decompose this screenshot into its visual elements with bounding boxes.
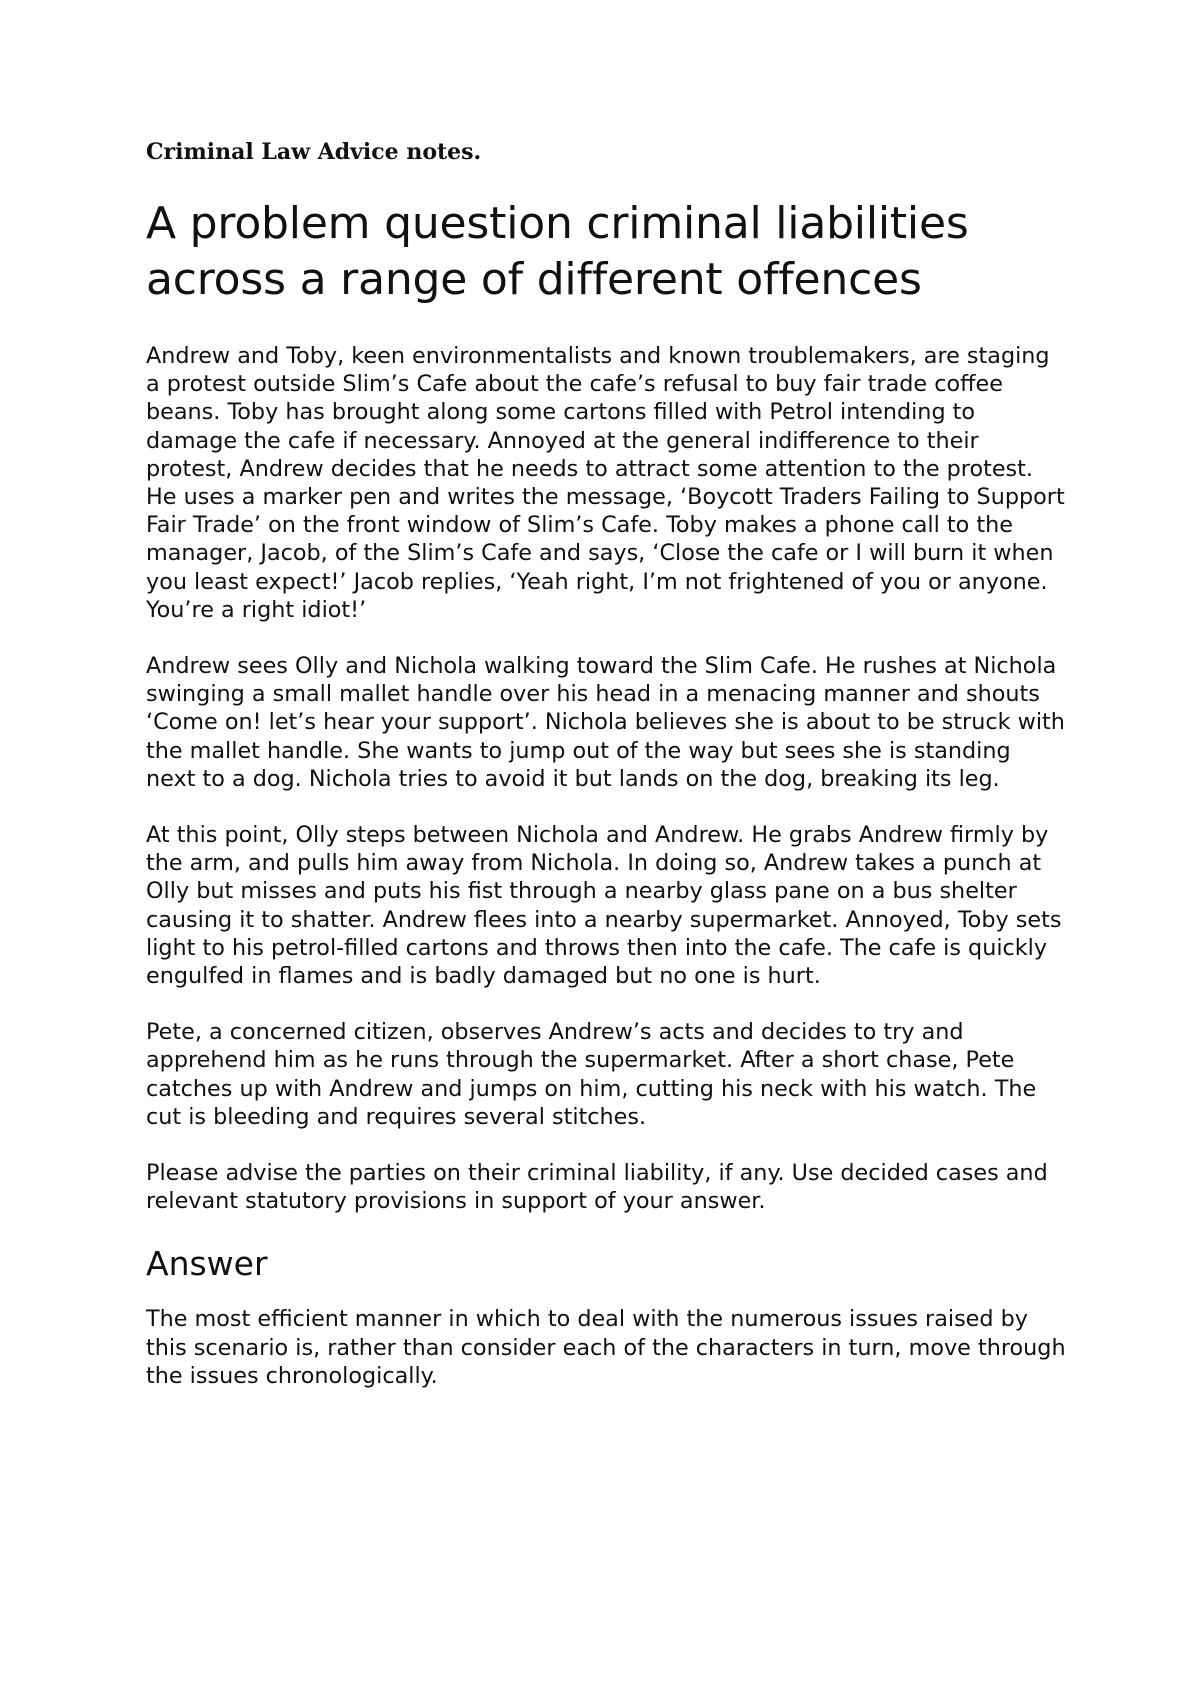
document-page [146, 138, 1066, 1418]
scenario-paragraph-4: Pete, a concerned citizen, observes Andrew’s acts and decides to try and apprehend him as he runs through the supermarket. After a short chase, Pete catches up with Andrew and jumps on him, cutting his neck with his watch. The cut is bleeding and requires several stitches. [146, 1019, 1037, 1130]
scenario-paragraph-1: Andrew and Toby, keen environmentalists and known troublemakers, are staging a protest outside Slim’s Cafe about the cafe’s refusal to buy fair trade coffee beans. Toby has brought along some cartons filled with Petrol intending to damage the cafe if necessary. Annoyed at the general indifference to their protest, Andrew decides that he needs to attract some attention to the protest. He uses a marker pen and writes the message, ‘Boycott Traders Failing to Support Fair Trade’ on the front window of Slim’s Cafe. Toby makes a phone call to the manager, Jacob, of the Slim’s Cafe and says, ‘Close the cafe or I will burn it when you least expect!’ Jacob replies, ‘Yeah right, I’m not frightened of you or anyone. You’re a right idiot!’ [146, 343, 1065, 623]
answer-heading: Answer [146, 1244, 268, 1284]
scenario-paragraph-2: Andrew sees Olly and Nichola walking toward the Slim Cafe. He rushes at Nichola swinging a small mallet handle over his head in a menacing manner and shouts ‘Come on! let’s hear your support’. Nichola believes she is about to be struck with the mallet handle. She wants to jump out of the way but sees she is standing next to a dog. Nichola tries to avoid it but lands on the dog, breaking its leg. [146, 653, 1065, 792]
document-label: Criminal Law Advice notes. [146, 139, 482, 165]
document-title: A problem question criminal liabilities across a range of different offences [146, 198, 969, 305]
question-instruction: Please advise the parties on their criminal liability, if any. Use decided cases and relevant statutory provisions in support of your answer. [146, 1160, 1048, 1215]
answer-paragraph-1: The most efficient manner in which to deal with the numerous issues raised by this scenario is, rather than consider each of the characters in turn, move through the issues chronologically. [146, 1306, 1066, 1389]
scenario-paragraph-3: At this point, Olly steps between Nichola and Andrew. He grabs Andrew firmly by the arm, and pulls him away from Nichola. In doing so, Andrew takes a punch at Olly but misses and puts his fist through a nearby glass pane on a bus shelter causing it to shatter. Andrew flees into a nearby supermarket. Annoyed, Toby sets light to his petrol-filled cartons and throws then into the cafe. The cafe is quickly engulfed in flames and is badly damaged but no one is hurt. [146, 822, 1062, 990]
